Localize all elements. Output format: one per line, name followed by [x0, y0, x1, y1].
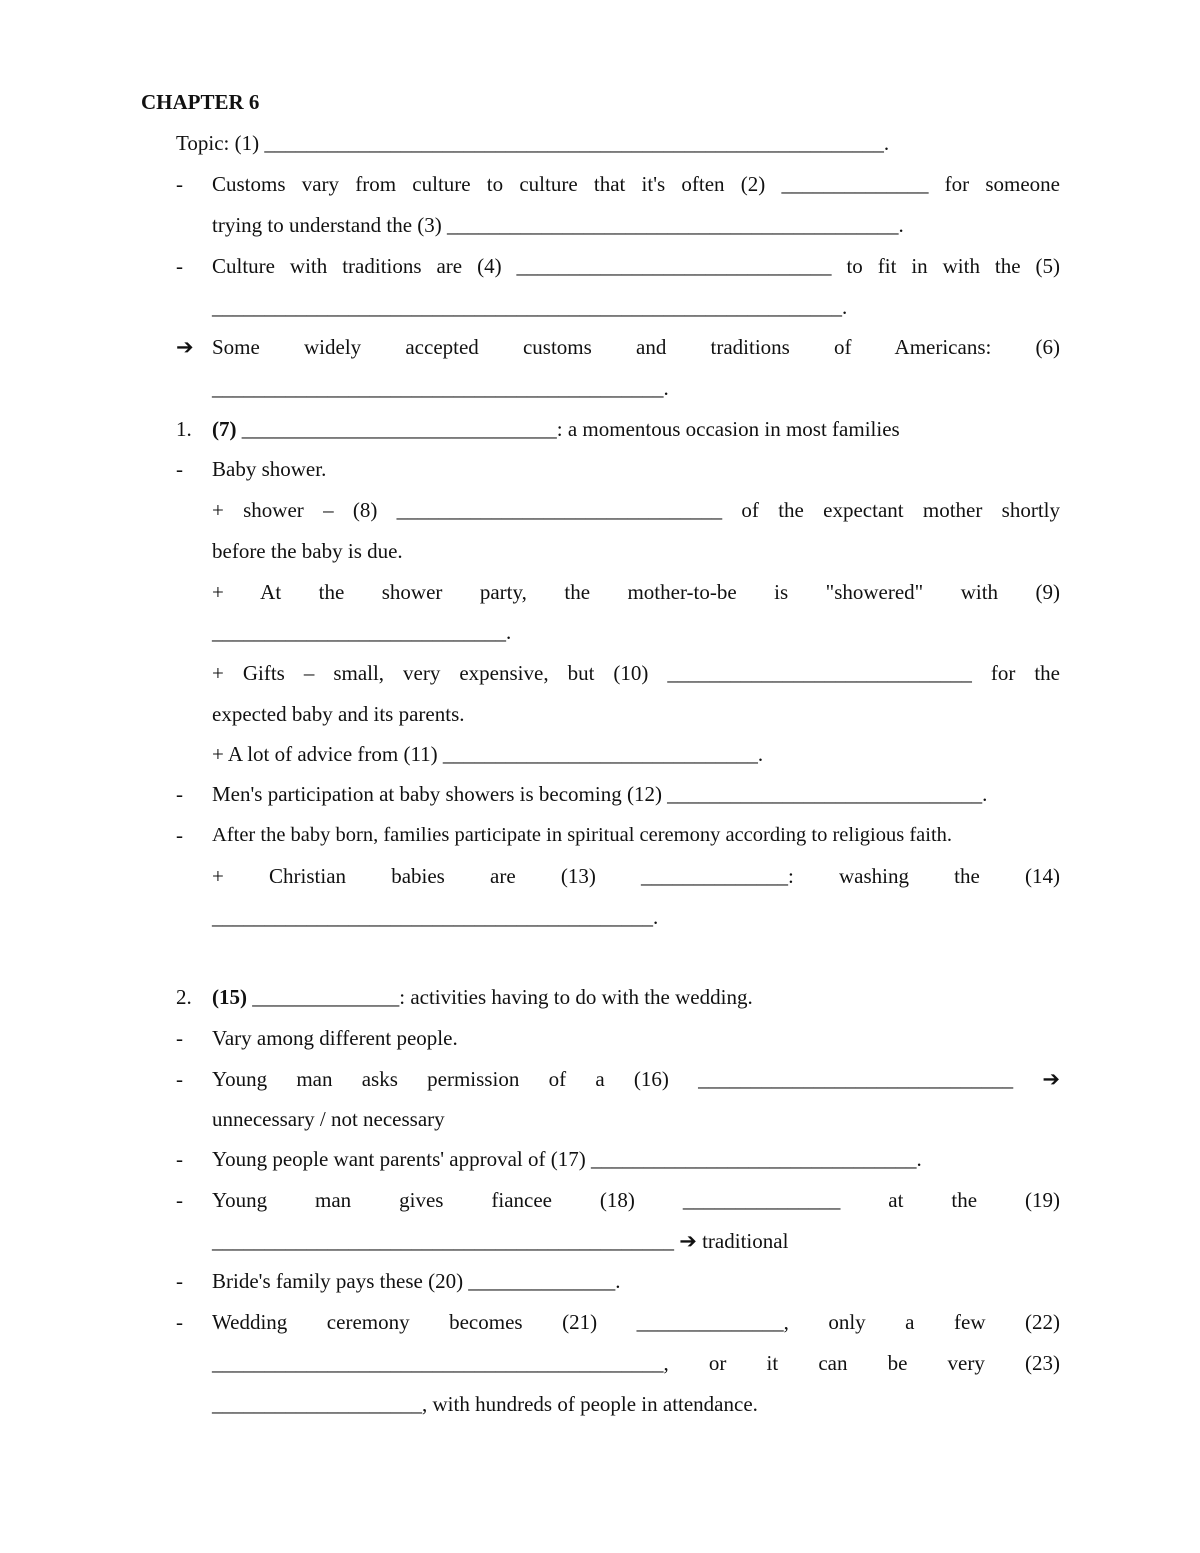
blank-number: (7) [212, 417, 237, 441]
text-line: Culture with traditions are (4) ______________________________ to fit in with the (5) [212, 254, 1060, 278]
bullet-dash: - [176, 1188, 183, 1212]
text-line: Some widely accepted customs and traditions of Americans: (6) [212, 335, 1060, 359]
text-line: + At the shower party, the mother-to-be is "showered" with (9) [212, 580, 1060, 604]
text-line: After the baby born, families participate in spiritual ceremony according to religious faith. [212, 824, 953, 846]
arrow-icon: ➔ [176, 335, 194, 359]
text-line: ____________________________________________________________. [212, 295, 848, 319]
bullet-dash: - [176, 254, 183, 278]
text-line: Wedding ceremony becomes (21) ______________, only a few (22) [212, 1310, 1060, 1334]
text-line: Young people want parents' approval of (17) _______________________________. [212, 1147, 922, 1171]
text-line: Baby shower. [212, 457, 327, 481]
text-line: + Gifts – small, very expensive, but (10) _____________________________ for the [212, 661, 1060, 685]
text-line: + Christian babies are (13) ______________: washing the (14) [212, 864, 1060, 888]
section-number: 2. [176, 985, 192, 1009]
bullet-dash: - [176, 1147, 183, 1171]
text-line: Young man gives fiancee (18) _______________ at the (19) [212, 1188, 1060, 1212]
section-heading [212, 983, 753, 1011]
text-line: Bride's family pays these (20) ______________. [212, 1269, 621, 1293]
bullet-dash: - [176, 823, 183, 847]
text-line: Customs vary from culture to culture that it's often (2) ______________ for someone [212, 172, 1060, 196]
text-line: + A lot of advice from (11) ______________________________. [212, 742, 764, 766]
topic-line: Topic: (1) ___________________________________________________________. [176, 131, 890, 155]
section-heading [212, 415, 900, 443]
bullet-dash: - [176, 1026, 183, 1050]
bullet-dash: - [176, 1310, 183, 1334]
text-line: expected baby and its parents. [212, 702, 465, 726]
text-line: ______________________________: a momentous occasion in most families [236, 417, 900, 441]
bullet-dash: - [176, 782, 183, 806]
text-line: + shower – (8) _______________________________ of the expectant mother shortly [212, 498, 1060, 522]
bullet-dash: - [176, 1067, 183, 1091]
bullet-dash: - [176, 1269, 183, 1293]
text-line: ____________________________. [212, 620, 512, 644]
text-line: ____________________, with hundreds of people in attendance. [212, 1392, 758, 1416]
text-line: ______________: activities having to do with the wedding. [247, 985, 753, 1009]
text-line: __________________________________________. [212, 905, 659, 929]
text-line: trying to understand the (3) ___________________________________________. [212, 213, 904, 237]
text-line: before the baby is due. [212, 539, 403, 563]
blank-number: (15) [212, 985, 247, 1009]
section-number: 1. [176, 417, 192, 441]
text-line: Men's participation at baby showers is becoming (12) ______________________________. [212, 782, 988, 806]
text-line: ____________________________________________ ➔ traditional [212, 1229, 789, 1253]
text-line: ___________________________________________. [212, 376, 669, 400]
text-line: ___________________________________________, or it can be very (23) [212, 1351, 1060, 1375]
text-line: Young man asks permission of a (16) ______________________________ ➔ [212, 1067, 1060, 1091]
bullet-dash: - [176, 457, 183, 481]
bullet-dash: - [176, 172, 183, 196]
text-line: unnecessary / not necessary [212, 1107, 445, 1131]
text-line: Vary among different people. [212, 1026, 458, 1050]
chapter-title: CHAPTER 6 [141, 90, 260, 114]
